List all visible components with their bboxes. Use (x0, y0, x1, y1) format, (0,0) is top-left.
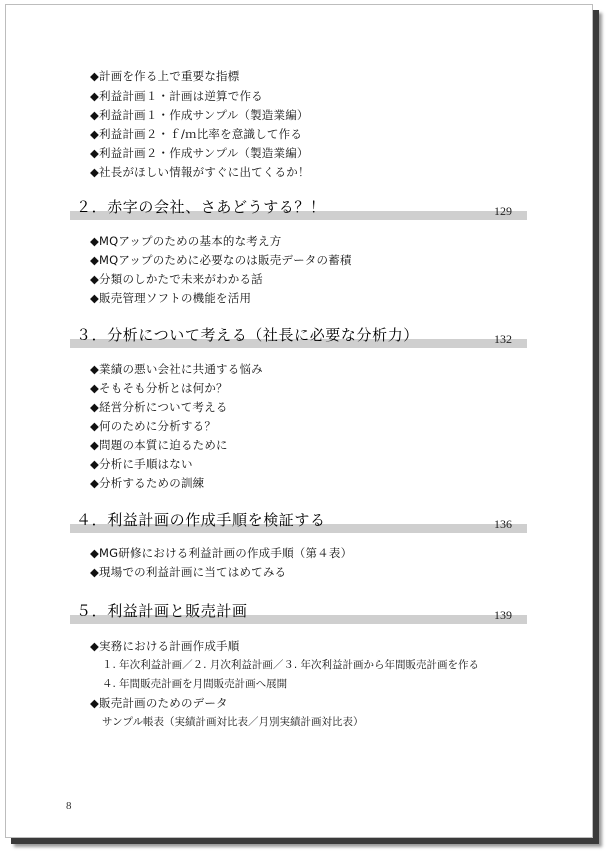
section-title: ４．利益計画の作成手順を検証する (76, 511, 326, 529)
list-item: ◆社長がほしい情報がすぐに出てくるか！ (90, 165, 310, 179)
section-title: ２．赤字の会社、さあどうする？！ (76, 198, 326, 216)
list-item: ◆問題の本質に迫るために (90, 438, 228, 452)
list-item: ◆業績の悪い会社に共通する悩み (90, 362, 263, 376)
list-item: ◆何のために分析する？ (90, 419, 217, 433)
section-page-number: 136 (494, 517, 512, 531)
list-item: ◆分類のしかたで未来がわかる話 (90, 272, 263, 286)
sub-list-item: １. 年次利益計画／２. 月次利益計画／３. 年次利益計画から年間販売計画を作る (102, 659, 480, 671)
list-item: ◆利益計画１・作成サンプル（製造業編） (90, 108, 309, 122)
list-item: ◆MG研修における利益計画の作成手順（第４表） (90, 546, 353, 560)
document-page (5, 4, 593, 838)
list-item: ◆利益計画１・計画は逆算で作る (90, 89, 263, 103)
list-item: ◆利益計画２・ｆ/ｍ比率を意識して作る (90, 127, 303, 141)
sub-list-item: サンプル帳表（実績計画対比表／月別実績計画対比表） (102, 716, 364, 728)
section-page-number: 139 (494, 608, 512, 622)
list-item: ◆計画を作る上で重要な指標 (90, 69, 240, 83)
list-item: ◆MQアップのために必要なのは販売データの蓄積 (90, 253, 352, 267)
list-item: ◆販売計画のためのデータ (90, 696, 228, 710)
page-number: 8 (66, 800, 72, 812)
list-item: ◆MQアップのための基本的な考え方 (90, 234, 282, 248)
list-item: ◆実務における計画作成手順 (90, 639, 240, 653)
list-item: ◆経営分析について考える (90, 400, 228, 414)
list-item: ◆分析に手順はない (90, 457, 193, 471)
section-title: ５．利益計画と販売計画 (76, 602, 248, 620)
section-title: ３．分析について考える（社長に必要な分析力） (76, 326, 419, 344)
list-item: ◆販売管理ソフトの機能を活用 (90, 291, 252, 305)
list-item: ◆利益計画２・作成サンプル（製造業編） (90, 146, 309, 160)
section-page-number: 129 (494, 204, 512, 218)
list-item: ◆分析するための訓練 (90, 476, 205, 490)
sub-list-item: ４. 年間販売計画を月間販売計画へ展開 (102, 678, 288, 690)
section-page-number: 132 (494, 332, 512, 346)
list-item: ◆そもそも分析とは何か？ (90, 381, 228, 395)
list-item: ◆現場での利益計画に当てはめてみる (90, 565, 287, 579)
